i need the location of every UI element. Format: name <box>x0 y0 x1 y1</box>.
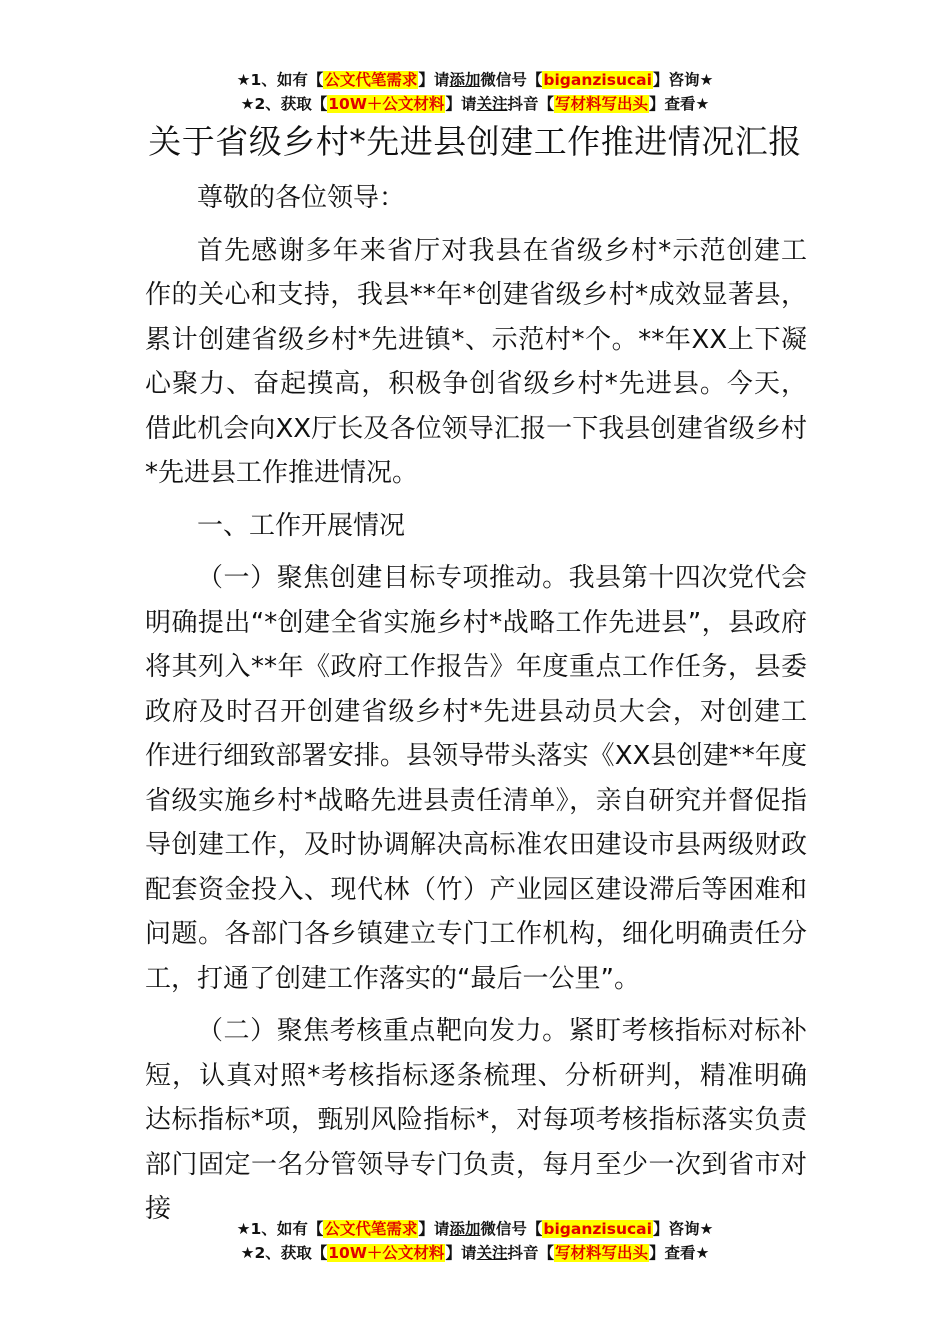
promo-underline: 关注 <box>476 95 508 113</box>
promo-text: 抖音【 <box>507 95 554 113</box>
promo-line-2 <box>0 1242 950 1266</box>
paragraph: （一）聚焦创建目标专项推动。我县第十四次党代会明确提出“*创建全省实施乡村*战略工作先进县”，县政府将其列入**年《政府工作报告》年度重点工作任务，县委政府及时召开创建省级乡村*先进县动员大会，对创建工作进行细致部署安排。县领导带头落实《XX县创建**年度省级实施乡村*战略先进县责任清单》，亲自研究并督促指导创建工作，及时协调解决高标准农田建设市县两级财政配套资金投入、现代林（竹）产业园区建设滞后等困难和问题。各部门各乡镇建立专门工作机构，细化明确责任分工，打通了创建工作落实的“最后一公里”。 <box>145 563 807 994</box>
promo-text: 】查看★ <box>649 1244 710 1262</box>
promo-text: 微信号【 <box>480 1220 543 1238</box>
paragraph: 首先感谢多年来省厅对我县在省级乡村*示范创建工作的关心和支持，我县**年*创建省级乡村*成效显著县，累计创建省级乡村*先进镇*、示范村*个。**年XX上下凝心聚力、奋起摸高，积极争创省级乡村*先进县。今天，借此机会向XX厅长及各位领导汇报一下我县创建省级乡村*先进县工作推进情况。 <box>145 235 807 488</box>
promo-text: ★2、获取【 <box>240 1244 328 1262</box>
promo-header <box>0 69 950 117</box>
promo-line-2 <box>0 93 950 117</box>
section-heading: 一、工作开展情况 <box>197 510 406 541</box>
promo-text: 】咨询★ <box>652 1220 714 1238</box>
document-body <box>145 176 807 1240</box>
promo-text: 】请 <box>445 1244 477 1262</box>
promo-underline: 添加 <box>449 71 481 89</box>
promo-highlight: 10W＋公文材料 <box>328 1244 445 1262</box>
paragraph: （二）聚焦考核重点靶向发力。紧盯考核指标对标补短，认真对照*考核指标逐条梳理、分析研判，精准明确达标指标*项，甄别风险指标*，对每项考核指标落实负责部门固定一名分管领导专门负责，每月至少一次到省市对接 <box>145 1016 807 1224</box>
promo-line-1 <box>0 69 950 93</box>
promo-text: ★1、如有【 <box>236 1220 324 1238</box>
promo-text: ★1、如有【 <box>236 71 324 89</box>
promo-highlight: 公文代笔需求 <box>324 1220 418 1238</box>
promo-highlight: 写材料写出头 <box>554 95 648 113</box>
promo-text: 抖音【 <box>507 1244 554 1262</box>
promo-highlight: biganzisucai <box>543 71 652 89</box>
promo-highlight: 10W＋公文材料 <box>328 95 445 113</box>
promo-text: 】查看★ <box>649 95 710 113</box>
promo-underline: 关注 <box>476 1244 508 1262</box>
salutation: 尊敬的各位领导： <box>197 183 406 213</box>
promo-text: 】请 <box>418 1220 450 1238</box>
promo-highlight: 公文代笔需求 <box>324 71 418 89</box>
promo-text: 】请 <box>418 71 450 89</box>
promo-text: 】咨询★ <box>652 71 714 89</box>
promo-underline: 添加 <box>449 1220 481 1238</box>
promo-text: 微信号【 <box>480 71 543 89</box>
promo-line-1 <box>0 1218 950 1242</box>
promo-text: ★2、获取【 <box>240 95 328 113</box>
promo-highlight: biganzisucai <box>543 1220 652 1238</box>
promo-text: 】请 <box>445 95 477 113</box>
promo-footer <box>0 1218 950 1266</box>
document-title: 关于省级乡村*先进县创建工作推进情况汇报 <box>148 122 802 161</box>
promo-highlight: 写材料写出头 <box>554 1244 648 1262</box>
